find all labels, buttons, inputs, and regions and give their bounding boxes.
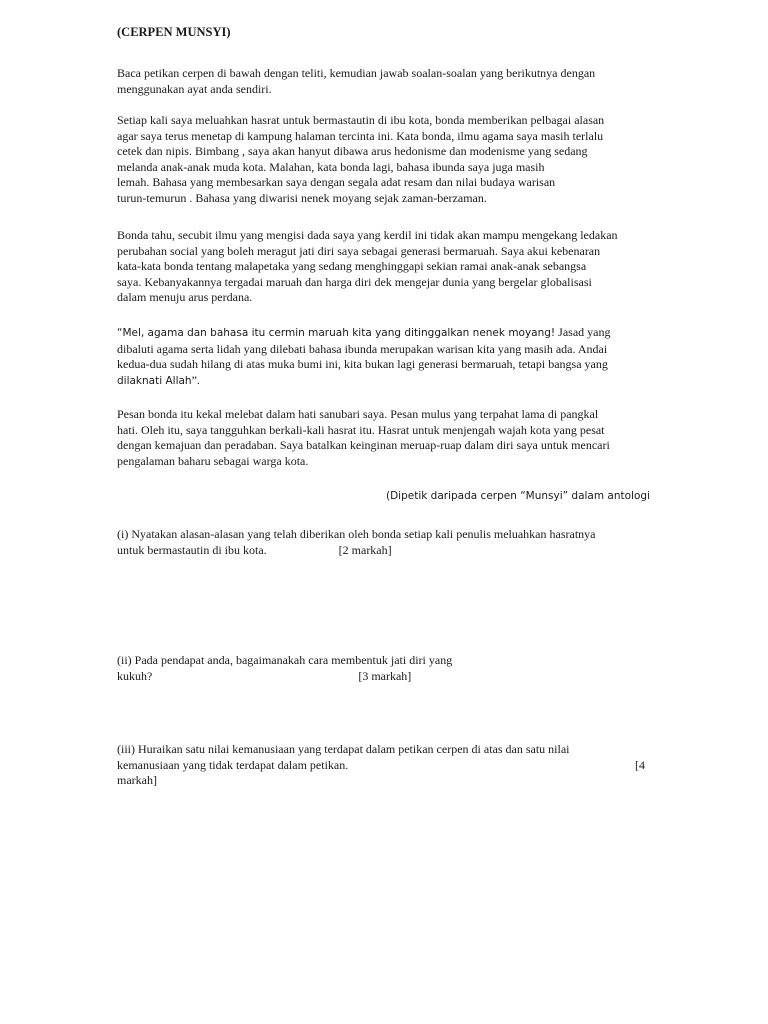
- passage-paragraph-2: [117, 228, 657, 306]
- marks-label: [3 markah]: [358, 668, 412, 683]
- text-line: kedua-dua sudah hilang di atas muka bumi ini, kita bukan lagi generasi bermaruah, tetapi bangsa yang: [117, 357, 608, 371]
- question-3: [117, 742, 657, 789]
- text-line: cetek dan nipis. Bimbang , saya akan hanyut dibawa arus hedonisme dan modenisme yang sedang: [117, 144, 588, 158]
- marks-label: [4: [635, 757, 645, 772]
- text-line: hati. Oleh itu, saya tangguhkan berkali-kali hasrat itu. Hasrat untuk menjengah wajah kota yang pesat: [117, 422, 605, 437]
- question-text: [117, 543, 657, 559]
- text-line: pengalaman baharu sebagai warga kota.: [117, 453, 309, 468]
- marks-label-continued: markah]: [117, 773, 157, 787]
- instruction-paragraph: [117, 66, 657, 97]
- text-line: menggunakan ayat anda sendiri.: [117, 81, 272, 96]
- marks-label: [2 markah]: [338, 542, 392, 557]
- source-citation: (Dipetik daripada cerpen “Munsyi” dalam antologi: [386, 490, 650, 502]
- text-line: Pesan bonda itu kekal melebat dalam hati sanubari saya. Pesan mulus yang terpahat lama di pangkal: [117, 407, 599, 421]
- question-fragment: kukuh?: [117, 668, 153, 683]
- text-line: agar saya terus menetap di kampung halaman tercinta ini. Kata bonda, ilmu agama saya masih terlalu: [117, 128, 604, 143]
- text-line: Baca petikan cerpen di bawah dengan teliti, kemudian jawab soalan-soalan yang berikutnya dengan: [117, 66, 596, 80]
- question-text: [117, 669, 657, 685]
- question-fragment: kemanusiaan yang tidak terdapat dalam petikan.: [117, 757, 349, 772]
- text-line: melanda anak-anak muda kota. Malahan, kata bonda lagi, bahasa ibunda saya juga masih: [117, 159, 545, 174]
- question-text: [117, 758, 657, 774]
- quoted-text: dilaknati Allah: [117, 374, 192, 387]
- passage-paragraph-3: [117, 325, 657, 389]
- text-line: perubahan social yang boleh meragut jati diri saya sebagai generasi bermaruah. Saya akui kebenaran: [117, 243, 601, 258]
- question-1: [117, 527, 657, 558]
- text-line: Setiap kali saya meluahkan hasrat untuk bermastautin di ibu kota, bonda memberikan pelbagai alasan: [117, 113, 605, 127]
- question-text: (i) Nyatakan alasan-alasan yang telah diberikan oleh bonda setiap kali penulis meluahkan hasratnya: [117, 527, 596, 541]
- passage-paragraph-4: [117, 407, 657, 469]
- text-fragment: ”.: [191, 372, 200, 387]
- passage-paragraph-1: [117, 113, 657, 206]
- text-line: [117, 325, 657, 342]
- text-fragment: Jasad yang: [555, 325, 611, 339]
- text-line: [117, 373, 657, 390]
- text-line: dibaluti agama serta lidah yang dilebati bahasa ibunda merupakan warisan kita yang masih ada. Andai: [117, 341, 608, 356]
- text-line: saya. Kebanyakannya tergadai maruah dan harga diri dek mengejar dunia yang bergelar globalisasi: [117, 274, 592, 289]
- question-text: (ii) Pada pendapat anda, bagaimanakah cara membentuk jati diri yang: [117, 653, 453, 667]
- question-fragment: untuk bermastautin di ibu kota.: [117, 542, 267, 557]
- text-line: dalam menuju arus perdana.: [117, 290, 253, 304]
- text-line: turun-temurun . Bahasa yang diwarisi nenek moyang sejak zaman-berzaman.: [117, 190, 487, 205]
- question-2: [117, 653, 657, 684]
- quoted-text: “Mel, agama dan bahasa itu cermin maruah kita yang ditinggalkan nenek moyang!: [117, 327, 556, 339]
- document-title: (CERPEN MUNSYI): [117, 25, 231, 39]
- question-text: (iii) Huraikan satu nilai kemanusiaan yang terdapat dalam petikan cerpen di atas dan satu nilai: [117, 742, 570, 756]
- text-line: lemah. Bahasa yang membesarkan saya dengan segala adat resam dan nilai budaya warisan: [117, 175, 556, 189]
- text-line: Bonda tahu, secubit ilmu yang mengisi dada saya yang kerdil ini tidak akan mampu mengekang ledakan: [117, 228, 618, 242]
- text-line: dengan kemajuan dan peradaban. Saya batalkan keinginan meruap-ruap dalam diri saya untuk mencari: [117, 438, 610, 452]
- text-line: kata-kata bonda tentang malapetaka yang sedang menghinggapi sekian ramai anak-anak sebangsa: [117, 259, 587, 273]
